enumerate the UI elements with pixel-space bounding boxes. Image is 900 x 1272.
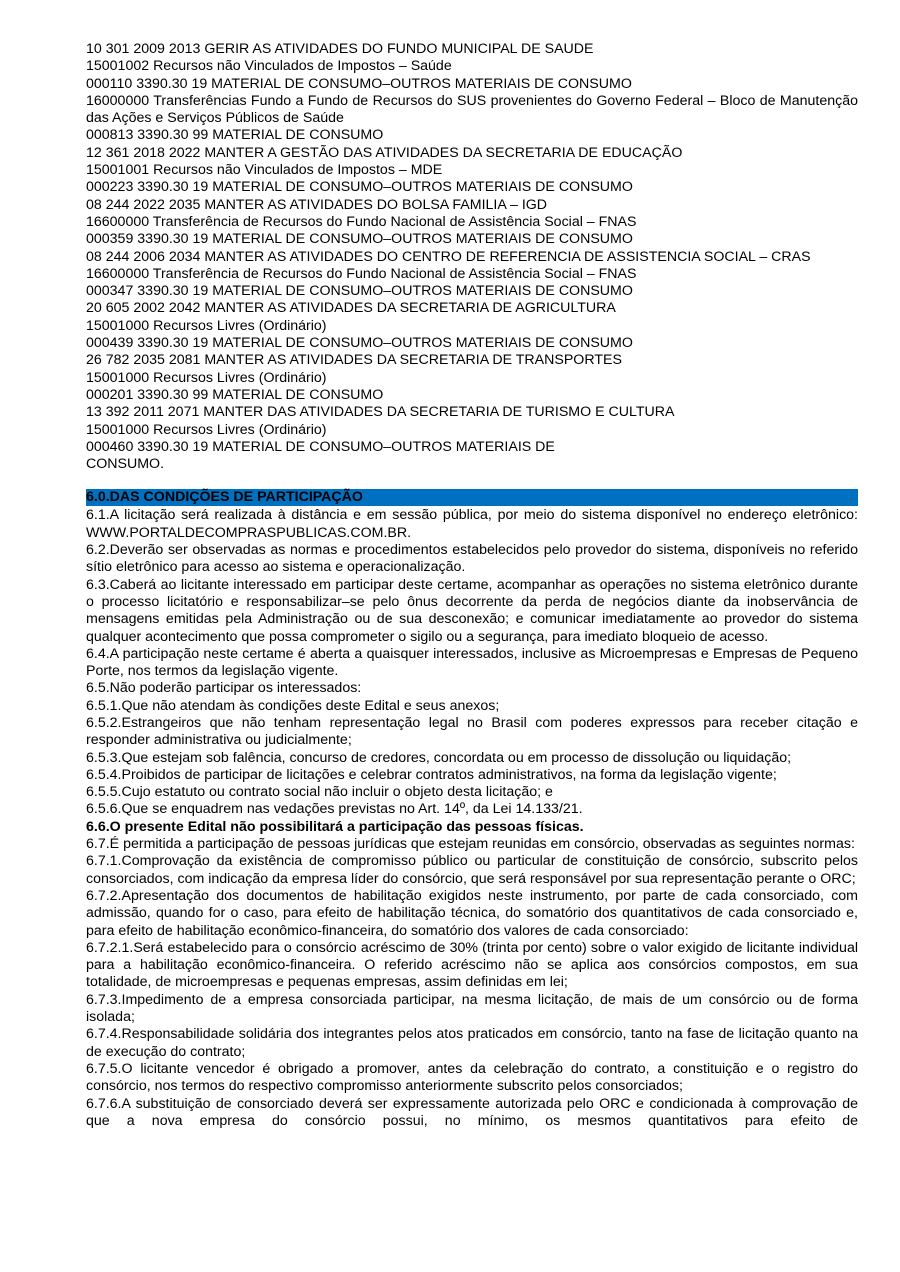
budget-line: 000359 3390.30 19 MATERIAL DE CONSUMO–OUTROS MATERIAIS DE CONSUMO xyxy=(86,231,633,248)
budget-line: 15001002 Recursos não Vinculados de Impostos – Saúde xyxy=(86,58,452,75)
clause: 6.4.A participação neste certame é aberta a quaisquer interessados, inclusive as Microempresas e Empresas de Pequeno Porte, nos termos da legislação vigente. xyxy=(86,645,858,680)
budget-line: 000223 3390.30 19 MATERIAL DE CONSUMO–OUTROS MATERIAIS DE CONSUMO xyxy=(86,179,633,196)
budget-line: 15001001 Recursos não Vinculados de Impostos – MDE xyxy=(86,162,443,179)
budget-line: 15001000 Recursos Livres (Ordinário) xyxy=(86,369,327,386)
clause: 6.5.3.Que estejam sob falência, concurso de credores, concordata ou em processo de dissolução ou liquidação; xyxy=(86,749,792,766)
clause: 6.5.2.Estrangeiros que não tenham representação legal no Brasil com poderes expressos para receber citação e responder administrativa ou judicialmente; xyxy=(86,714,858,749)
budget-line: 20 605 2002 2042 MANTER AS ATIVIDADES DA SECRETARIA DE AGRICULTURA xyxy=(86,300,616,317)
budget-line: 26 782 2035 2081 MANTER AS ATIVIDADES DA SECRETARIA DE TRANSPORTES xyxy=(86,352,622,369)
budget-line: 000110 3390.30 19 MATERIAL DE CONSUMO–OUTROS MATERIAIS DE CONSUMO xyxy=(86,75,632,92)
clause: 6.7.3.Impedimento de a empresa consorciada participar, na mesma licitação, de mais de um consórcio ou de forma isolada; xyxy=(86,991,858,1026)
budget-line: 000439 3390.30 19 MATERIAL DE CONSUMO–OUTROS MATERIAIS DE CONSUMO xyxy=(86,335,633,352)
budget-line: 13 392 2011 2071 MANTER DAS ATIVIDADES DA SECRETARIA DE TURISMO E CULTURA xyxy=(86,404,675,421)
budget-line: 16600000 Transferência de Recursos do Fundo Nacional de Assistência Social – FNAS xyxy=(86,213,637,230)
clause: 6.7.5.O licitante vencedor é obrigado a promover, antes da celebração do contrato, a constituição e o registro do consórcio, nos termos do respectivo compromisso anteriormente subscrito pelos consorciados; xyxy=(86,1060,858,1095)
budget-allocation-list xyxy=(86,41,858,473)
clause-list xyxy=(86,507,858,1130)
clause: 6.7.2.Apresentação dos documentos de habilitação exigidos neste instrumento, por parte de cada consorciado, com admissão, quando for o caso, para efeito de habilitação técnica, do somatório dos quantitativos de cada consorciado e, para efeito de habilitação econômico-financeira, do somatório dos valores de cada consorciado: xyxy=(86,887,858,939)
clause: 6.7.É permitida a participação de pessoas jurídicas que estejam reunidas em consórcio, observadas as seguintes normas: xyxy=(86,836,855,853)
section-heading: 6.0.DAS CONDIÇÕES DE PARTICIPAÇÃO xyxy=(86,489,858,506)
clause: 6.1.A licitação será realizada à distância e em sessão pública, por meio do sistema disponível no endereço eletrônico: WWW.PORTALDECOMPRASPUBLICAS.COM.BR. xyxy=(86,507,858,541)
budget-line: 16000000 Transferências Fundo a Fundo de Recursos do SUS provenientes do Governo Federal – Bloco de Manutenção das Ações e Serviços Públicos de Saúde xyxy=(86,92,858,127)
clause: 6.5.1.Que não atendam às condições deste Edital e seus anexos; xyxy=(86,697,500,714)
budget-line: 12 361 2018 2022 MANTER A GESTÃO DAS ATIVIDADES DA SECRETARIA DE EDUCAÇÃO xyxy=(86,144,683,161)
budget-line: 15001000 Recursos Livres (Ordinário) xyxy=(86,421,327,438)
clause: 6.7.1.Comprovação da existência de compromisso público ou particular de constituição de consórcio, subscrito pelos consorciados, com indicação da empresa líder do consórcio, que será responsável por sua representação perante o ORC; xyxy=(86,853,858,887)
clause: 6.3.Caberá ao licitante interessado em participar deste certame, acompanhar as operações no sistema eletrônico durante o processo licitatório e responsabilizar–se pelo ônus decorrente da perda de negócios diante da inobservância de mensagens emitidas pela Administração ou de sua desconexão; e comunicar imediatamente ao provedor do sistema qualquer acontecimento que possa comprometer o sigilo ou a segurança, para imediato bloqueio de acesso. xyxy=(86,576,858,645)
clause: 6.6.O presente Edital não possibilitará a participação das pessoas físicas. xyxy=(86,818,584,835)
paragraph-spacer xyxy=(86,473,858,489)
clause: 6.5.4.Proibidos de participar de licitações e celebrar contratos administrativos, na forma da legislação vigente; xyxy=(86,766,777,783)
clause: 6.5.Não poderão participar os interessados: xyxy=(86,680,362,697)
budget-line: 10 301 2009 2013 GERIR AS ATIVIDADES DO FUNDO MUNICIPAL DE SAUDE xyxy=(86,41,594,57)
document-page xyxy=(86,41,858,1130)
budget-line: 000347 3390.30 19 MATERIAL DE CONSUMO–OUTROS MATERIAIS DE CONSUMO xyxy=(86,283,633,300)
clause: 6.7.4.Responsabilidade solidária dos integrantes pelos atos praticados em consórcio, tanto na fase de licitação quanto na de execução do contrato; xyxy=(86,1026,858,1060)
clause: 6.7.2.1.Será estabelecido para o consórcio acréscimo de 30% (trinta por cento) sobre o valor exigido de licitante individual para a habilitação econômico-financeira. O referido acréscimo não se aplica aos consórcios compostos, em sua totalidade, de microempresas e pequenas empresas, assim definidas em lei; xyxy=(86,939,858,991)
budget-line: 08 244 2006 2034 MANTER AS ATIVIDADES DO CENTRO DE REFERENCIA DE ASSISTENCIA SOCIAL – CRAS xyxy=(86,248,811,265)
budget-line: 000460 3390.30 19 MATERIAL DE CONSUMO–OUTROS MATERIAIS DE xyxy=(86,438,555,455)
budget-line: CONSUMO. xyxy=(86,456,165,473)
clause: 6.7.6.A substituição de consorciado deverá ser expressamente autorizada pelo ORC e condicionada à comprovação de que a nova empresa do consórcio possui, no mínimo, os mesmos quantitativos para efeito de xyxy=(86,1095,858,1129)
clause: 6.5.5.Cujo estatuto ou contrato social não incluir o objeto desta licitação; e xyxy=(86,784,553,801)
budget-line: 000813 3390.30 99 MATERIAL DE CONSUMO xyxy=(86,127,384,144)
budget-line: 16600000 Transferência de Recursos do Fundo Nacional de Assistência Social – FNAS xyxy=(86,265,637,282)
clause: 6.2.Deverão ser observadas as normas e procedimentos estabelecidos pelo provedor do sistema, disponíveis no referido sítio eletrônico para acesso ao sistema e operacionalização. xyxy=(86,542,858,576)
budget-line: 15001000 Recursos Livres (Ordinário) xyxy=(86,317,327,334)
budget-line: 000201 3390.30 99 MATERIAL DE CONSUMO xyxy=(86,386,384,403)
clause: 6.5.6.Que se enquadrem nas vedações previstas no Art. 14º, da Lei 14.133/21. xyxy=(86,801,583,818)
budget-line: 08 244 2022 2035 MANTER AS ATIVIDADES DO BOLSA FAMILIA – IGD xyxy=(86,196,548,213)
